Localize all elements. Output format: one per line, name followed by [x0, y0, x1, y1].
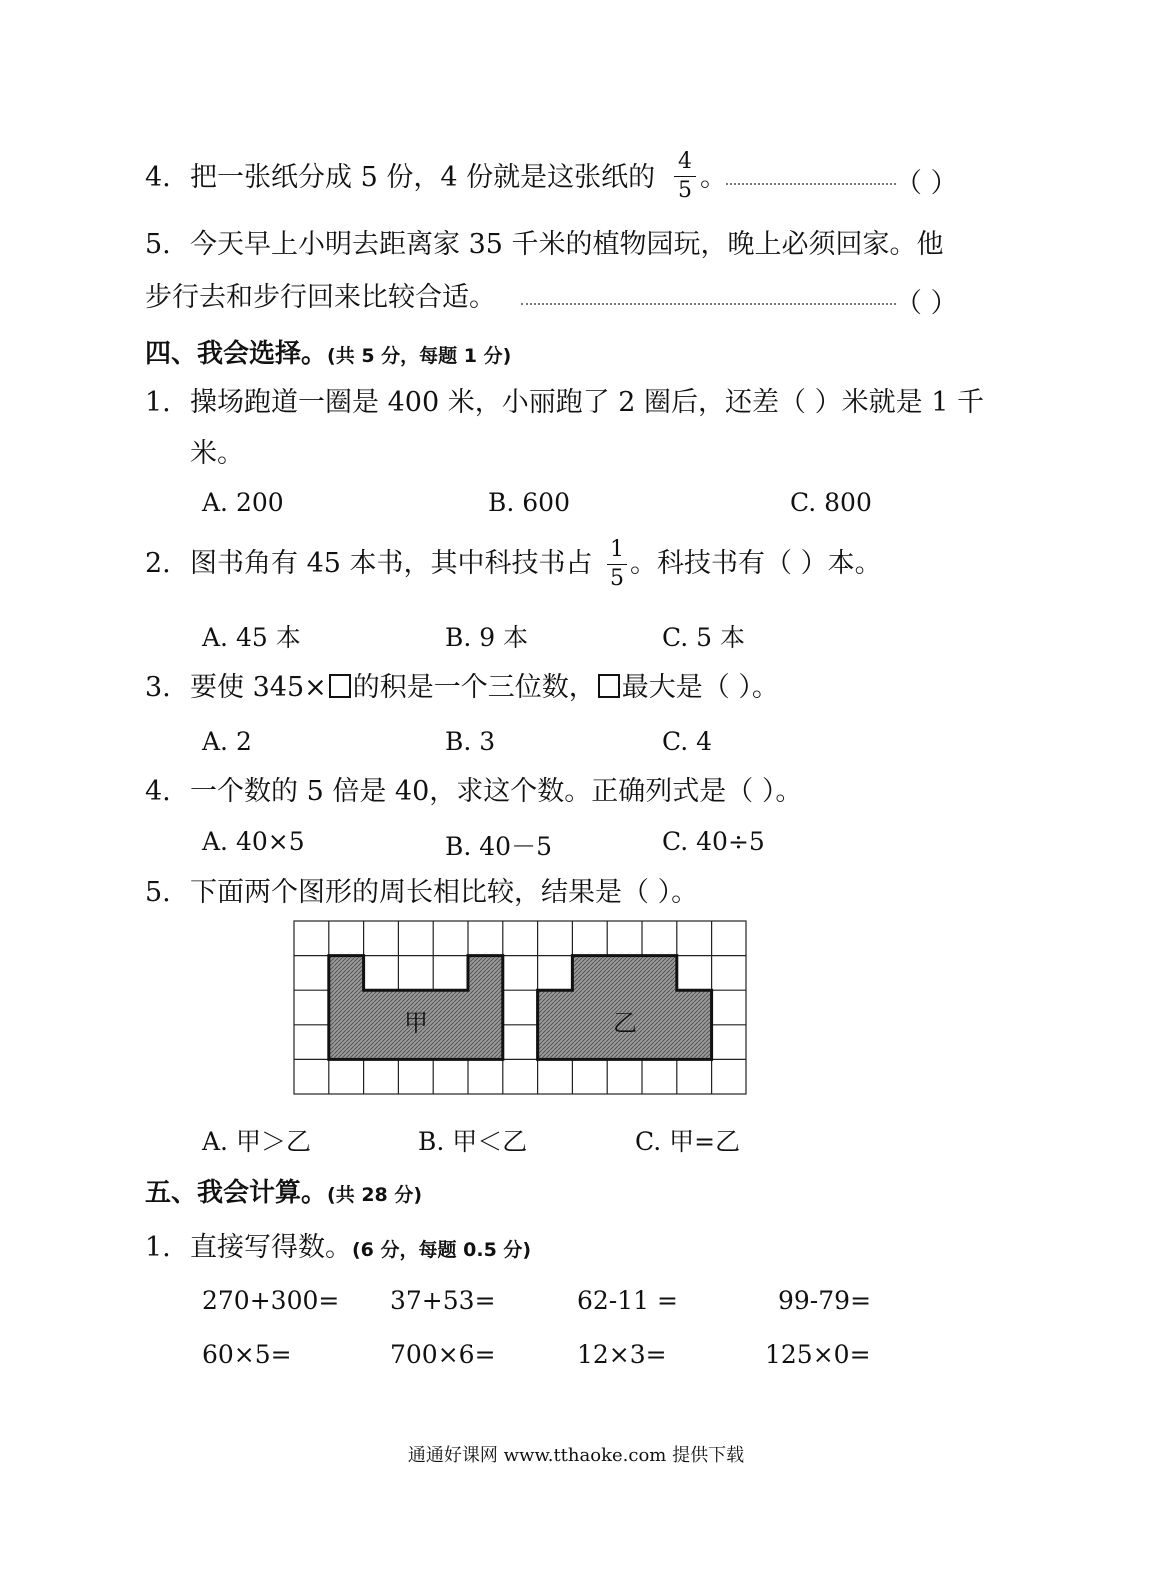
- judge-q4-number: 4.: [145, 162, 171, 193]
- fraction-numerator: 1: [610, 537, 624, 562]
- footer-source: 通通好课网 www.tthaoke.com 提供下载: [407, 1445, 745, 1466]
- s5-q1-text: 直接写得数。: [190, 1232, 352, 1263]
- fraction-denominator: 5: [678, 178, 692, 203]
- calc-item[interactable]: 60×5=: [202, 1340, 292, 1369]
- shape-jia: [329, 956, 503, 1060]
- s4-q4-option-b[interactable]: B. 40－5: [445, 832, 552, 861]
- calc-item[interactable]: 125×0=: [765, 1340, 871, 1369]
- blank-square-icon: [598, 674, 620, 698]
- s4-q1-option-a[interactable]: A. 200: [202, 488, 284, 517]
- judge-q5-answer-paren[interactable]: （ ）: [895, 288, 958, 319]
- fraction-numerator: 4: [678, 149, 692, 174]
- s4-q5-option-a[interactable]: A. 甲＞乙: [202, 1127, 311, 1156]
- s4-q2-text-a: 图书角有 45 本书，其中科技书占: [190, 548, 593, 579]
- s5-q1-number: 1.: [145, 1232, 171, 1263]
- s4-q3-text-a: 要使 345×: [190, 672, 327, 703]
- s4-q2-text-b: 。科技书有（ ）本。: [630, 548, 882, 579]
- s4-q3-option-b[interactable]: B. 3: [445, 727, 496, 756]
- s4-q3-option-a[interactable]: A. 2: [202, 727, 252, 756]
- calc-item[interactable]: 62-11 =: [577, 1286, 678, 1315]
- s4-q1-option-c[interactable]: C. 800: [790, 488, 872, 517]
- judge-q4-fraction: [674, 150, 696, 203]
- s4-q4-option-a[interactable]: A. 40×5: [202, 827, 305, 856]
- s4-q3-text: [190, 671, 779, 705]
- calc-item[interactable]: 37+53=: [390, 1286, 496, 1315]
- leader-dots: [726, 183, 896, 185]
- s4-q4-option-c[interactable]: C. 40÷5: [662, 827, 765, 856]
- s5-q1-note: (6 分，每题 0.5 分): [352, 1239, 532, 1261]
- shape-yi-label: 乙: [613, 1009, 637, 1037]
- s4-q4-number: 4.: [145, 776, 171, 807]
- s4-q2-option-c[interactable]: C. 5 本: [662, 623, 745, 652]
- judge-q5-text-line1: 今天早上小明去距离家 35 千米的植物园玩，晚上必须回家。他: [190, 229, 944, 260]
- judge-q4-end: 。: [700, 162, 727, 193]
- judge-q4-answer-paren[interactable]: （ ）: [895, 168, 958, 199]
- shape-yi: [538, 956, 712, 1060]
- shape-jia-label: 甲: [404, 1009, 428, 1037]
- section4-heading: [145, 337, 511, 373]
- section4-note: (共 5 分，每题 1 分): [327, 345, 512, 367]
- s4-q3-text-c: 最大是（ ）。: [621, 672, 779, 703]
- calc-item[interactable]: 12×3=: [577, 1340, 667, 1369]
- judge-q5-text-line2: 步行去和步行回来比较合适。: [145, 282, 496, 313]
- s4-q5-number: 5.: [145, 877, 171, 908]
- section5-heading: [145, 1176, 422, 1212]
- s4-q1-text-line2: 米。: [190, 438, 244, 469]
- judge-q5-number: 5.: [145, 229, 171, 260]
- s4-q2-option-b[interactable]: B. 9 本: [445, 623, 529, 652]
- leader-dots: [521, 303, 896, 305]
- blank-square-icon: [329, 674, 351, 698]
- s4-q5-option-c[interactable]: C. 甲=乙: [635, 1127, 741, 1156]
- s4-q2-number: 2.: [145, 548, 171, 579]
- section5-note: (共 28 分): [327, 1184, 423, 1206]
- judge-q4-text: 把一张纸分成 5 份，4 份就是这张纸的: [190, 162, 656, 193]
- s4-q4-text: 一个数的 5 倍是 40，求这个数。正确列式是（ ）。: [190, 776, 803, 807]
- s4-q3-text-b: 的积是一个三位数，: [352, 672, 596, 703]
- s4-q1-option-b[interactable]: B. 600: [488, 488, 570, 517]
- section5-title: 五、我会计算。: [145, 1178, 328, 1208]
- fraction-denominator: 5: [610, 566, 624, 591]
- s4-q2-fraction: [607, 538, 627, 591]
- s4-q1-number: 1.: [145, 387, 171, 418]
- s4-q2-option-a[interactable]: A. 45 本: [202, 623, 301, 652]
- calc-item[interactable]: 700×6=: [390, 1340, 496, 1369]
- calc-item[interactable]: 99-79=: [778, 1286, 872, 1315]
- s4-q5-text: 下面两个图形的周长相比较，结果是（ ）。: [190, 877, 699, 908]
- perimeter-grid-figure: [290, 918, 752, 1098]
- s4-q3-option-c[interactable]: C. 4: [662, 727, 713, 756]
- s4-q5-option-b[interactable]: B. 甲＜乙: [418, 1127, 528, 1156]
- section4-title: 四、我会选择。: [145, 339, 328, 369]
- s4-q1-text-line1: 操场跑道一圈是 400 米，小丽跑了 2 圈后，还差（ ）米就是 1 千: [190, 387, 984, 418]
- calc-item[interactable]: 270+300=: [202, 1286, 340, 1315]
- s4-q3-number: 3.: [145, 672, 171, 703]
- s5-q1-heading: [190, 1231, 531, 1267]
